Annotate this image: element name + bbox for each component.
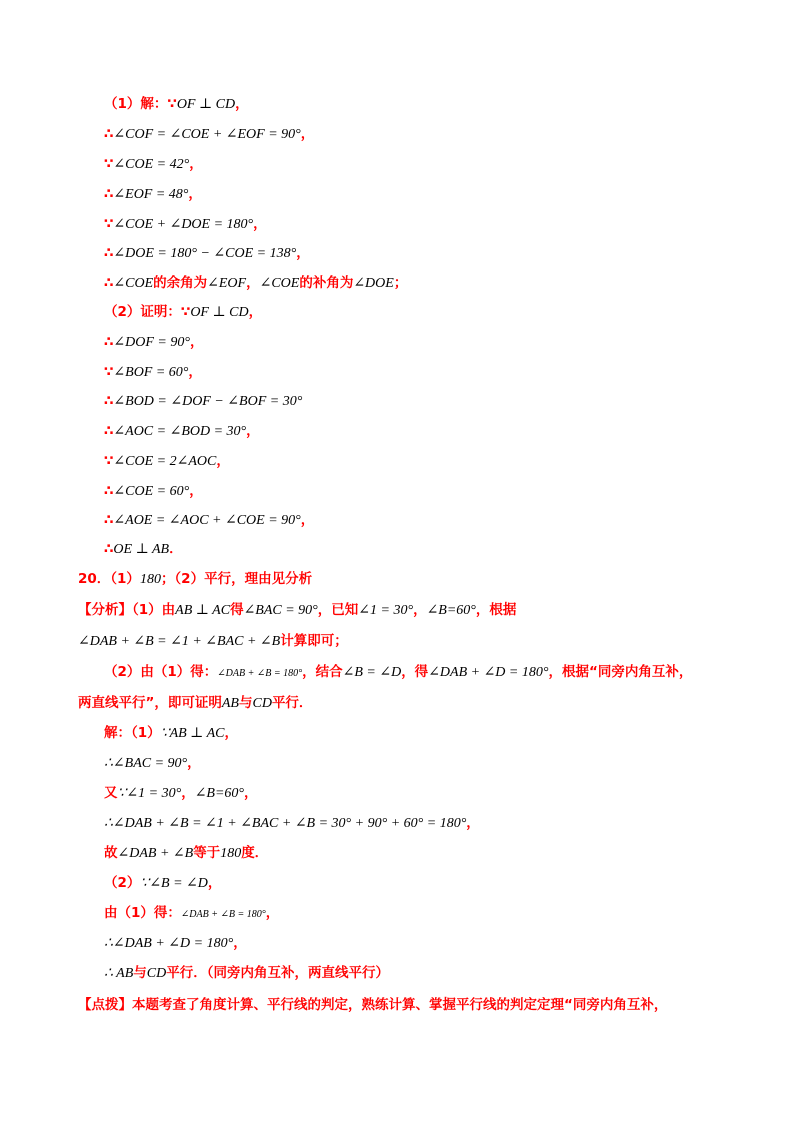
solution-line: [104, 94, 249, 115]
solution-line: [104, 723, 238, 744]
text-segment: ∴: [104, 245, 114, 261]
math-expression: 180: [220, 846, 242, 861]
text-segment: ∵: [104, 216, 114, 232]
text-segment: ，: [246, 275, 260, 291]
analysis-line: [104, 662, 692, 684]
solution-line: [104, 302, 262, 323]
question-answer-line: [78, 569, 312, 590]
text-segment: ，: [300, 512, 315, 528]
math-expression: ∴∠DAB + ∠D = 180°: [104, 936, 234, 951]
text-segment: ，: [466, 815, 480, 831]
math-expression: ∠B = ∠D: [342, 665, 402, 680]
text-segment: ，: [189, 483, 203, 499]
solution-line: [104, 243, 310, 264]
text-segment: ，: [224, 725, 238, 741]
text-segment: （2）证明：: [104, 304, 181, 320]
text-segment: ，: [207, 875, 222, 891]
solution-line: [104, 451, 230, 472]
text-segment: ∴: [104, 393, 114, 409]
math-expression: OF ⊥ CD: [190, 305, 249, 320]
solution-line: [104, 124, 314, 145]
text-segment: 由（1）得：: [104, 905, 181, 921]
analysis-line: [78, 600, 516, 621]
text-segment: （1）解：: [104, 96, 168, 112]
math-expression: ∠DOE: [353, 276, 394, 291]
solution-line: [104, 391, 302, 412]
text-segment: ∴: [104, 483, 114, 499]
math-expression: ∠AOE = ∠AOC + ∠COE = 90°: [113, 513, 301, 528]
text-segment: ，: [189, 156, 203, 172]
text-segment: ∴: [104, 334, 114, 350]
math-expression: ∠B=60°: [426, 603, 476, 618]
math-expression: ∵AB ⊥ AC: [160, 726, 225, 741]
math-expression: ∠COF = ∠COE + ∠EOF = 90°: [113, 127, 301, 142]
analysis-line: [78, 631, 348, 652]
text-segment: ，: [189, 334, 204, 350]
text-segment: ，: [248, 304, 263, 320]
math-expression: ∠DAB + ∠D = 180°: [428, 665, 549, 680]
solution-line: [104, 214, 267, 235]
tip-line: [78, 995, 667, 1015]
solution-line: [104, 362, 202, 383]
text-segment: 与: [133, 965, 147, 981]
math-expression: ∵∠1 = 30°: [117, 786, 182, 801]
math-expression: ∠COE: [113, 276, 154, 291]
text-segment: ，: [253, 216, 267, 232]
text-segment: 与: [238, 695, 253, 711]
solution-line: [104, 903, 279, 925]
analysis-line: [78, 693, 312, 714]
solution-line: [104, 332, 203, 353]
text-segment: 【分析】（1）由: [78, 602, 176, 618]
math-expression: ∠COE = 2∠AOC: [113, 454, 217, 469]
math-expression: ∠DAB + ∠B = 180°: [217, 668, 303, 679]
solution-line: [104, 421, 260, 442]
math-expression: ∠COE = 60°: [113, 484, 190, 499]
text-segment: ∴: [104, 423, 114, 439]
math-expression: ∠COE + ∠DOE = 180°: [113, 217, 254, 232]
math-expression: ∠COE = 42°: [113, 157, 190, 172]
math-expression: ∠DOF = 90°: [113, 335, 190, 350]
text-segment: ∴: [104, 186, 114, 202]
text-segment: ∵: [104, 364, 114, 380]
math-expression: ∠1 = 30°: [358, 603, 414, 618]
math-expression: ∠DAB + ∠B = 180°: [180, 909, 266, 920]
text-segment: ，: [265, 905, 280, 921]
math-expression: ∠EOF = 48°: [113, 187, 189, 202]
text-segment: ；: [393, 275, 408, 291]
text-segment: ∴: [104, 275, 114, 291]
text-segment: ，: [296, 245, 310, 261]
solution-line: [104, 154, 203, 175]
text-segment: ，: [413, 602, 427, 618]
math-expression: ∠EOF: [207, 276, 247, 291]
text-segment: ，根据: [475, 602, 517, 618]
math-expression: ∠COE: [259, 276, 300, 291]
text-segment: 度．: [241, 845, 269, 861]
math-expression: AB ⊥ AC: [175, 603, 231, 618]
solution-line: [104, 873, 221, 894]
text-segment: ，: [235, 96, 249, 112]
text-segment: ．: [169, 541, 183, 557]
text-segment: ，已知: [317, 602, 359, 618]
math-expression: ∠BAC = 90°: [243, 603, 318, 618]
math-expression: ∠DAB + ∠B = ∠1 + ∠BAC + ∠B: [78, 634, 281, 649]
text-segment: ∴: [104, 512, 114, 528]
math-expression: CD: [146, 966, 167, 981]
math-expression: ∠BOF = 60°: [113, 365, 189, 380]
text-segment: ，: [187, 755, 201, 771]
solution-line: [104, 184, 202, 205]
math-expression: ∠AOC = ∠BOD = 30°: [113, 424, 247, 439]
text-segment: ∵: [180, 304, 191, 320]
math-expression: 180: [139, 572, 161, 587]
math-expression: AB: [221, 696, 239, 711]
text-segment: ∴: [104, 541, 114, 557]
math-expression: ∵∠B = ∠D: [140, 876, 208, 891]
text-segment: 又: [104, 785, 118, 801]
text-segment: 两直线平行”，即可证明: [78, 695, 222, 711]
text-segment: ∵: [167, 96, 177, 112]
solution-line: [104, 510, 314, 531]
math-expression: ∴∠DAB + ∠B = ∠1 + ∠BAC + ∠B = 30° + 90° + 60° = 180°: [104, 816, 467, 831]
text-segment: ，: [246, 423, 260, 439]
text-segment: 等于: [193, 845, 221, 861]
text-segment: 的补角为: [299, 275, 354, 291]
text-segment: 【点拨】本题考查了角度计算、平行线的判定，熟练计算、掌握平行线的判定定理“同旁内角互补，: [78, 997, 668, 1013]
solution-line: [104, 933, 247, 954]
solution-line: [104, 539, 183, 560]
math-expression: CD: [252, 696, 272, 711]
text-segment: ，: [244, 785, 258, 801]
text-segment: ，: [300, 126, 315, 142]
math-expression: ∠DAB + ∠B: [117, 846, 194, 861]
solution-line: [104, 963, 389, 984]
text-segment: 平行．（同旁内角互补，两直线平行）: [166, 965, 389, 981]
text-segment: 故: [104, 845, 118, 861]
text-segment: （2）: [104, 875, 141, 891]
math-expression: OE ⊥ AB: [113, 542, 170, 557]
text-segment: ，: [188, 364, 202, 380]
text-segment: ，根据“同旁内角互补，: [548, 664, 693, 680]
solution-line: [104, 783, 258, 804]
solution-line: [104, 753, 201, 774]
solution-line: [104, 813, 480, 834]
text-segment: ，得: [401, 664, 429, 680]
text-segment: 计算即可；: [280, 633, 348, 649]
math-expression: OF ⊥ CD: [176, 97, 236, 112]
text-segment: ；（2）平行，理由见分析: [160, 571, 313, 587]
text-segment: 得: [230, 602, 244, 618]
text-segment: （2）由（1）得：: [104, 664, 218, 680]
text-segment: ，结合: [302, 664, 343, 680]
text-segment: ，: [216, 453, 230, 469]
text-segment: ，: [188, 186, 202, 202]
text-segment: 解：（1）: [104, 725, 161, 741]
text-segment: ∴: [104, 126, 114, 142]
solution-line: [104, 273, 407, 294]
text-segment: ∵: [104, 453, 114, 469]
math-expression: ∠B=60°: [194, 786, 245, 801]
text-segment: 平行．: [271, 695, 313, 711]
text-segment: 20．（1）: [78, 571, 140, 587]
solution-line: [104, 843, 268, 864]
math-expression: ∴ AB: [104, 966, 134, 981]
text-segment: ，: [181, 785, 195, 801]
text-segment: ，: [233, 935, 247, 951]
math-expression: ∴∠BAC = 90°: [104, 756, 188, 771]
math-expression: ∠BOD = ∠DOF − ∠BOF = 30°: [113, 394, 303, 409]
text-segment: ∵: [104, 156, 114, 172]
text-segment: 的余角为: [153, 275, 208, 291]
solution-line: [104, 481, 203, 502]
math-expression: ∠DOE = 180° − ∠COE = 138°: [113, 246, 297, 261]
